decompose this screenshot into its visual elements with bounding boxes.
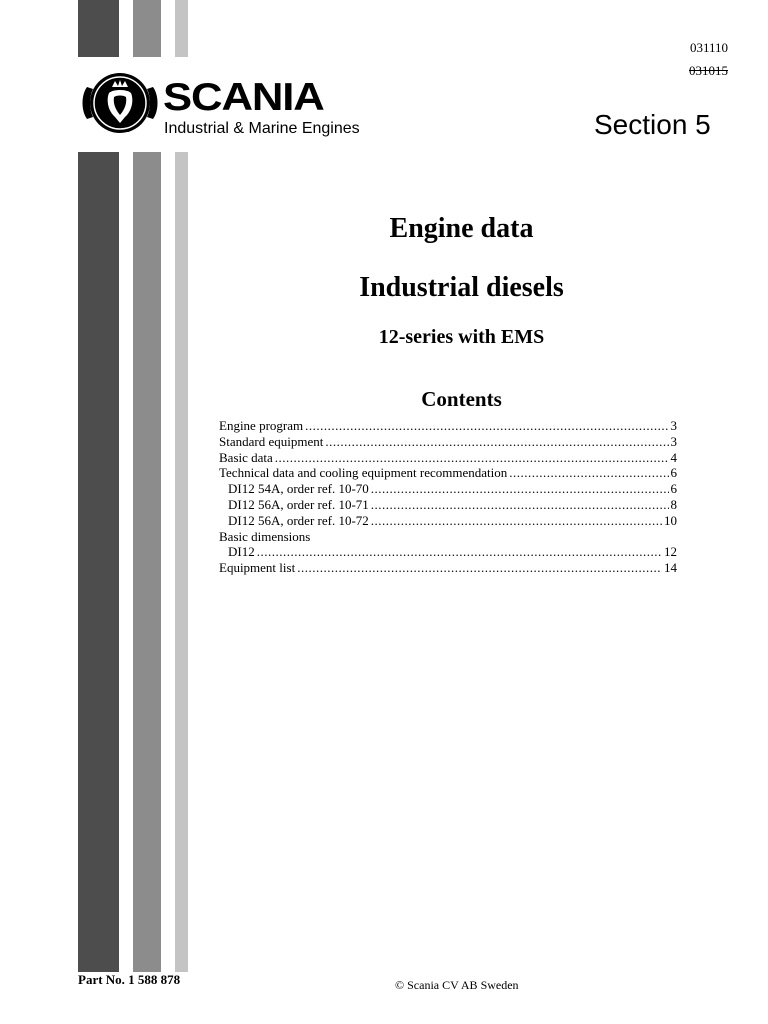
contents-heading: Contents <box>421 387 502 411</box>
toc-leader-dots <box>371 497 669 513</box>
toc-entry-label: DI12 54A, order ref. 10-70 <box>228 481 369 497</box>
toc-entry-page: 4 <box>670 449 677 465</box>
toc-entry-page: 12 <box>664 544 677 560</box>
toc-leader-dots <box>305 418 668 434</box>
toc-entry[interactable] <box>219 513 677 529</box>
series-subtitle: 12-series with EMS <box>378 326 545 348</box>
toc-entry[interactable] <box>219 481 677 497</box>
toc-entry[interactable] <box>219 418 677 434</box>
toc-entry-page: 3 <box>670 418 677 433</box>
toc-entry-page: 10 <box>664 512 677 528</box>
brand-wordmark: SCANIA <box>163 76 324 119</box>
toc-entry[interactable] <box>219 544 677 560</box>
toc-entry-label: Standard equipment <box>219 433 324 449</box>
part-number: Part No. 1 588 878 <box>78 972 181 987</box>
toc-entry-page: 6 <box>670 481 677 497</box>
toc-leader-dots <box>257 544 662 560</box>
toc-entry-label: Engine program <box>219 418 304 433</box>
toc-entry-page: 14 <box>664 560 677 576</box>
toc-leader-dots <box>371 513 662 529</box>
toc-leader-dots <box>325 434 668 450</box>
scania-griffin-emblem-icon <box>79 67 161 139</box>
toc-leader-dots <box>509 465 668 481</box>
toc-entry-page: 8 <box>670 496 677 512</box>
section-label: Section 5 <box>594 109 711 140</box>
toc-entry-label: DI12 <box>228 544 255 560</box>
toc-entry[interactable] <box>219 434 677 450</box>
toc-entry[interactable] <box>219 529 677 545</box>
toc-entry[interactable] <box>219 497 677 513</box>
document-code: 031110 <box>689 40 728 55</box>
page-title: Engine data <box>389 213 534 244</box>
toc-entry-page: 6 <box>670 465 677 481</box>
toc-entry-label: Basic dimensions <box>219 528 311 544</box>
toc-entry-label: DI12 56A, order ref. 10-72 <box>228 512 369 528</box>
superseded-code: 031015 <box>689 63 728 78</box>
table-of-contents <box>219 418 677 576</box>
copyright: © Scania CV AB Sweden <box>395 978 519 992</box>
toc-entry-label: DI12 56A, order ref. 10-71 <box>228 496 369 512</box>
toc-leader-dots <box>371 481 669 497</box>
toc-entry-page: 3 <box>670 433 677 449</box>
toc-entry-label: Equipment list <box>219 560 296 576</box>
toc-entry-label: Basic data <box>219 449 273 465</box>
toc-leader-dots <box>275 450 669 466</box>
toc-entry[interactable] <box>219 450 677 466</box>
page-subtitle: Industrial diesels <box>359 272 564 303</box>
toc-entry[interactable] <box>219 465 677 481</box>
toc-entry-label: Technical data and cooling equipment recommendation <box>219 465 508 481</box>
toc-leader-dots <box>297 560 662 576</box>
toc-entry[interactable] <box>219 560 677 576</box>
brand-subtitle: Industrial & Marine Engines <box>164 120 360 137</box>
